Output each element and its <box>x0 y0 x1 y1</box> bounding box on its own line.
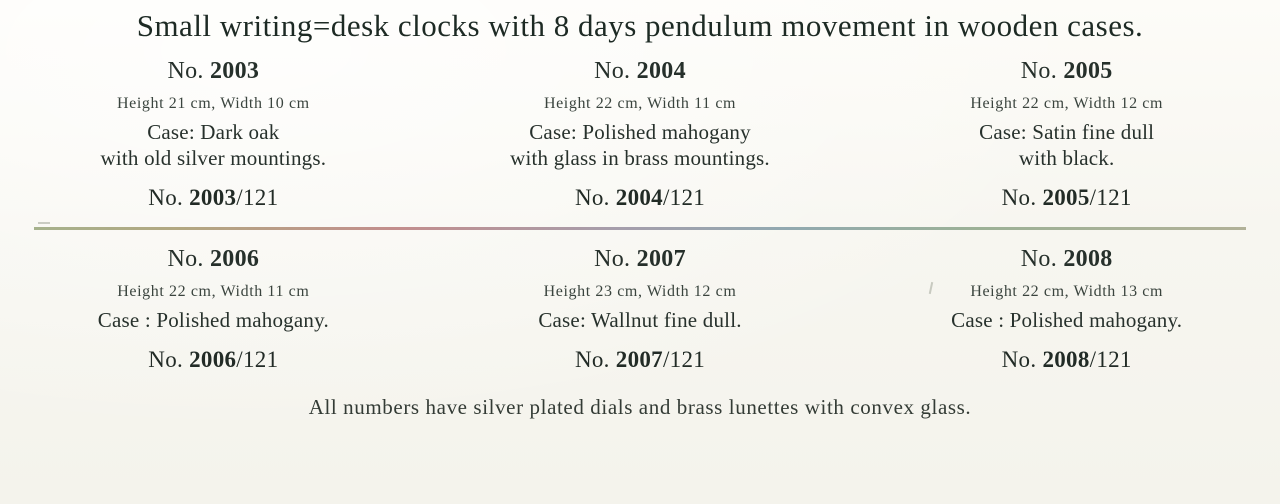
case-line-2: with old silver mountings. <box>100 146 327 170</box>
order-number: 2007 <box>615 347 663 372</box>
case-line-1: Case: Satin fine dull <box>979 120 1155 144</box>
order-number-line <box>433 347 848 373</box>
order-number: 2003 <box>189 185 237 210</box>
dimensions-line: Height 22 cm, Width 11 cm <box>543 95 737 112</box>
case-line-2: with black. <box>1018 146 1115 170</box>
order-suffix: /121 <box>1089 185 1132 210</box>
order-suffix: /121 <box>236 347 279 372</box>
product-cell-2004 <box>427 44 854 211</box>
section-divider <box>34 227 1246 230</box>
dimensions-line: Height 22 cm, Width 12 cm <box>970 95 1164 112</box>
model-number: 2004 <box>636 58 686 84</box>
order-number-line <box>859 347 1274 373</box>
model-number-line <box>859 246 1274 273</box>
model-number-line <box>6 246 421 273</box>
case-line-1: Case: Polished mahogany <box>529 120 751 144</box>
order-number: 2006 <box>189 347 237 372</box>
model-number: 2008 <box>1063 246 1113 272</box>
order-number: 2008 <box>1042 347 1090 372</box>
product-cell-2006 <box>0 232 427 373</box>
model-number-line <box>6 58 421 85</box>
model-number-line <box>433 58 848 85</box>
order-label: No. <box>1001 347 1043 372</box>
dimensions-line: Height 23 cm, Width 12 cm <box>543 283 737 300</box>
case-line-1: Case: Dark oak <box>147 120 280 144</box>
order-suffix: /121 <box>662 347 706 372</box>
model-label: No. <box>594 58 637 84</box>
model-number: 2005 <box>1063 58 1113 84</box>
order-suffix: /121 <box>236 185 279 210</box>
order-number-line <box>6 347 421 373</box>
model-number-line <box>859 58 1274 85</box>
paper-speck <box>38 222 50 224</box>
dimensions-line: Height 22 cm, Width 13 cm <box>970 283 1164 300</box>
case-line-1: Case : Polished mahogany. <box>951 308 1183 332</box>
order-number-line <box>859 185 1274 211</box>
model-label: No. <box>167 58 210 84</box>
product-cell-2003 <box>0 44 427 211</box>
order-number: 2004 <box>615 185 663 210</box>
model-number-line <box>433 246 848 273</box>
order-number-line <box>6 185 421 211</box>
order-suffix: /121 <box>1089 347 1132 372</box>
order-label: No. <box>148 185 190 210</box>
dimensions-line: Height 21 cm, Width 10 cm <box>116 95 310 112</box>
page-title: Small writing=desk clocks with 8 days pendulum movement in wooden cases. <box>136 8 1144 43</box>
order-number: 2005 <box>1042 185 1090 210</box>
model-number: 2006 <box>210 246 260 272</box>
case-line-2: with glass in brass mountings. <box>510 146 770 170</box>
model-number: 2003 <box>210 58 260 84</box>
order-label: No. <box>574 347 616 372</box>
model-number: 2007 <box>636 246 686 272</box>
order-label: No. <box>148 347 190 372</box>
model-label: No. <box>1020 58 1064 84</box>
product-cell-2005 <box>853 44 1280 211</box>
order-label: No. <box>1001 185 1043 210</box>
order-suffix: /121 <box>662 185 706 210</box>
model-label: No. <box>167 246 210 272</box>
order-label: No. <box>574 185 616 210</box>
product-cell-2008 <box>853 232 1280 373</box>
model-label: No. <box>594 246 637 272</box>
order-number-line <box>433 185 848 211</box>
dimensions-line: Height 22 cm, Width 11 cm <box>117 283 310 300</box>
product-row-1 <box>0 44 1280 211</box>
footer-note: All numbers have silver plated dials and brass lunettes with convex glass. <box>308 395 972 419</box>
case-line-1: Case: Wallnut fine dull. <box>538 308 742 332</box>
product-row-2 <box>0 232 1280 373</box>
model-label: No. <box>1020 246 1064 272</box>
product-cell-2007 <box>427 232 854 373</box>
case-line-1: Case : Polished mahogany. <box>97 308 329 332</box>
